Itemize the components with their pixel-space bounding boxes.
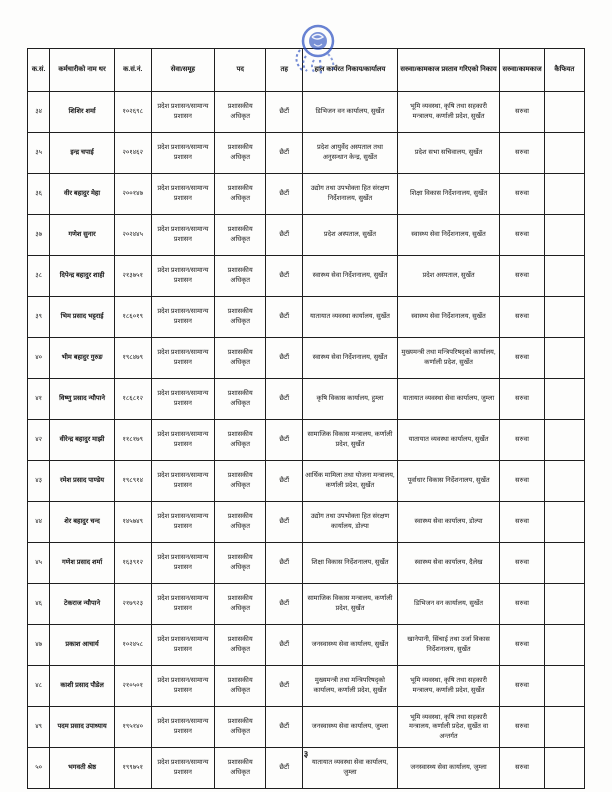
cell-current_office: यातायात व्यवस्था सेवा कार्यालय, जुम्ला [303, 748, 398, 789]
cell-sn: ४४ [28, 502, 50, 543]
cell-remarks [544, 666, 584, 707]
cell-sn: ४७ [28, 625, 50, 666]
table-row [28, 707, 585, 748]
cell-emp_no: ११८१७९ [114, 420, 151, 461]
cell-remarks [544, 338, 584, 379]
column-header-level: तह [266, 49, 303, 92]
cell-name: गणेश सुनार [50, 215, 115, 256]
cell-name: प्रकाश आचार्य [50, 625, 115, 666]
cell-service: प्रदेश प्रशासन/सामान्य प्रशासन [151, 92, 214, 133]
cell-sn: ३४ [28, 92, 50, 133]
cell-remarks [544, 256, 584, 297]
cell-name: वीर बहादुर मेहा [50, 174, 115, 215]
cell-current_office: कृषि विकास कार्यालय, हुम्ला [303, 379, 398, 420]
cell-emp_no: १६३९१२ [114, 543, 151, 584]
table-row [28, 379, 585, 420]
column-header-proposed_office: सरुवा/कामकाज प्रस्ताव गरिएको निकाय [397, 49, 500, 92]
cell-emp_no: २०१४६२ [114, 133, 151, 174]
cell-level: छैटौं [266, 256, 303, 297]
cell-post: प्रशासकीय अधिकृत [215, 420, 266, 461]
cell-service: प्रदेश प्रशासन/सामान्य प्रशासन [151, 666, 214, 707]
cell-proposed_office: शिक्षा विकास निर्देशनालय, सुर्खेत [397, 174, 500, 215]
cell-proposed_office: स्वास्थ्य सेवा कार्यालय, डोल्पा [397, 502, 500, 543]
cell-service: प्रदेश प्रशासन/सामान्य प्रशासन [151, 625, 214, 666]
cell-level: छैटौं [266, 666, 303, 707]
cell-service: प्रदेश प्रशासन/सामान्य प्रशासन [151, 338, 214, 379]
cell-name: विष्णु प्रसाद न्यौपाने [50, 379, 115, 420]
cell-emp_no: २१३७५१ [114, 256, 151, 297]
cell-sn: ४६ [28, 584, 50, 625]
cell-post: प्रशासकीय अधिकृत [215, 707, 266, 748]
cell-name: वीरेन्द्र बहादुर माझी [50, 420, 115, 461]
cell-post: प्रशासकीय अधिकृत [215, 379, 266, 420]
table-row [28, 461, 585, 502]
cell-remarks [544, 92, 584, 133]
cell-current_office: स्वास्थ्य सेवा निर्देशनालय, सुर्खेत [303, 338, 398, 379]
cell-level: छैटौं [266, 92, 303, 133]
cell-current_office: आर्थिक मामिला तथा योजना मन्त्रालय, कर्णाली प्रदेश, सुर्खेत [303, 461, 398, 502]
cell-post: प्रशासकीय अधिकृत [215, 584, 266, 625]
cell-current_office: जनस्वास्थ्य सेवा कार्यालय, सुर्खेत [303, 625, 398, 666]
cell-post: प्रशासकीय अधिकृत [215, 215, 266, 256]
cell-proposed_office: भूमि व्यवस्था, कृषि तथा सहकारी मन्त्रालय, कर्णाली प्रदेश, सुर्खेत [397, 666, 500, 707]
table-row [28, 502, 585, 543]
cell-name: काशी प्रसाद पौडेल [50, 666, 115, 707]
cell-emp_no: २१७९२३ [114, 584, 151, 625]
cell-action: सरुवा [500, 502, 545, 543]
cell-post: प्रशासकीय अधिकृत [215, 297, 266, 338]
cell-remarks [544, 379, 584, 420]
cell-current_office: सामाजिक विकास मन्त्रालय, कर्णाली प्रदेश, सुर्खेत [303, 584, 398, 625]
cell-remarks [544, 133, 584, 174]
cell-service: प्रदेश प्रशासन/सामान्य प्रशासन [151, 133, 214, 174]
cell-name: शेर बहादुर चन्द [50, 502, 115, 543]
cell-current_office: डिभिजन वन कार्यालय, सुर्खेत [303, 92, 398, 133]
column-header-name: कर्मचारीको नाम थर [50, 49, 115, 92]
cell-level: छैटौं [266, 543, 303, 584]
cell-sn: ३६ [28, 174, 50, 215]
cell-proposed_office: पूर्वाधार विकास निर्देशनालय, सुर्खेत [397, 461, 500, 502]
cell-post: प्रशासकीय अधिकृत [215, 256, 266, 297]
cell-action: सरुवा [500, 543, 545, 584]
cell-current_office: मुख्यमन्त्री तथा मन्त्रिपरिषद्को कार्यालय, कर्णाली प्रदेश, सुर्खेत [303, 666, 398, 707]
cell-level: छैटौं [266, 461, 303, 502]
table-row [28, 174, 585, 215]
cell-post: प्रशासकीय अधिकृत [215, 92, 266, 133]
column-header-remarks: कैफियत [544, 49, 584, 92]
cell-action: सरुवा [500, 297, 545, 338]
column-header-emp_no: क.सं.नं. [114, 49, 151, 92]
table-row [28, 543, 585, 584]
cell-name: इन्द्र चपाई [50, 133, 115, 174]
cell-remarks [544, 297, 584, 338]
cell-action: सरुवा [500, 748, 545, 789]
cell-emp_no: १८६०१९ [114, 297, 151, 338]
cell-proposed_office: डिभिजन वन कार्यालय, सुर्खेत [397, 584, 500, 625]
cell-current_office: यातायात व्यवस्था कार्यालय, सुर्खेत [303, 297, 398, 338]
cell-post: प्रशासकीय अधिकृत [215, 502, 266, 543]
cell-sn: ४८ [28, 666, 50, 707]
cell-service: प्रदेश प्रशासन/सामान्य प्रशासन [151, 748, 214, 789]
cell-level: छैटौं [266, 215, 303, 256]
cell-emp_no: १९५१४० [114, 707, 151, 748]
cell-sn: ४५ [28, 543, 50, 584]
column-header-service: सेवा/समूह [151, 49, 214, 92]
column-header-sn: क.सं. [28, 49, 50, 92]
table-row [28, 215, 585, 256]
cell-service: प्रदेश प्रशासन/सामान्य प्रशासन [151, 215, 214, 256]
cell-service: प्रदेश प्रशासन/सामान्य प्रशासन [151, 420, 214, 461]
cell-action: सरुवा [500, 625, 545, 666]
cell-action: सरुवा [500, 666, 545, 707]
cell-proposed_office: स्वास्थ्य सेवा कार्यालय, दैलेख [397, 543, 500, 584]
cell-level: छैटौं [266, 174, 303, 215]
cell-remarks [544, 748, 584, 789]
table-header-row [28, 49, 585, 92]
cell-current_office: प्रदेश अस्पताल, सुर्खेत [303, 215, 398, 256]
cell-service: प्रदेश प्रशासन/सामान्य प्रशासन [151, 256, 214, 297]
cell-emp_no: १९९७५१ [114, 748, 151, 789]
cell-level: छैटौं [266, 338, 303, 379]
cell-action: सरुवा [500, 256, 545, 297]
cell-proposed_office: खानेपानी, सिंचाई तथा उर्जा विकास निर्देशनालय, सुर्खेत [397, 625, 500, 666]
cell-current_office: जनस्वास्थ्य सेवा कार्यालय, जुम्ला [303, 707, 398, 748]
cell-service: प्रदेश प्रशासन/सामान्य प्रशासन [151, 461, 214, 502]
cell-proposed_office: भूमि व्यवस्था, कृषि तथा सहकारी मन्त्रालय, कर्णाली प्रदेश, सुर्खेत [397, 92, 500, 133]
column-header-current_office: हाल कार्यरत निकाय/कार्यालय [303, 49, 398, 92]
cell-current_office: सामाजिक विकास मन्त्रालय, कर्णाली प्रदेश, सुर्खेत [303, 420, 398, 461]
cell-emp_no: २१०५०१ [114, 666, 151, 707]
cell-post: प्रशासकीय अधिकृत [215, 748, 266, 789]
cell-emp_no: १४५७४९ [114, 502, 151, 543]
table-row [28, 666, 585, 707]
cell-name: भीम बहादुर गुरुङ [50, 338, 115, 379]
cell-proposed_office: यातायात व्यवस्था कार्यालय, सुर्खेत [397, 420, 500, 461]
cell-post: प्रशासकीय अधिकृत [215, 543, 266, 584]
cell-name: भिम प्रसाद भट्टराई [50, 297, 115, 338]
cell-sn: ४२ [28, 420, 50, 461]
cell-level: छैटौं [266, 133, 303, 174]
cell-sn: ३८ [28, 256, 50, 297]
cell-proposed_office: प्रदेश सभा सचिवालय, सुर्खेत [397, 133, 500, 174]
cell-proposed_office: स्वास्थ्य सेवा निर्देशनालय, सुर्खेत [397, 297, 500, 338]
transfer-roster-table [27, 48, 585, 789]
cell-level: छैटौं [266, 379, 303, 420]
cell-post: प्रशासकीय अधिकृत [215, 133, 266, 174]
cell-remarks [544, 420, 584, 461]
cell-service: प्रदेश प्रशासन/सामान्य प्रशासन [151, 379, 214, 420]
cell-service: प्रदेश प्रशासन/सामान्य प्रशासन [151, 543, 214, 584]
cell-sn: ४९ [28, 707, 50, 748]
cell-action: सरुवा [500, 174, 545, 215]
cell-emp_no: २०२४४५ [114, 215, 151, 256]
cell-level: छैटौं [266, 297, 303, 338]
cell-sn: ३९ [28, 297, 50, 338]
cell-action: सरुवा [500, 461, 545, 502]
cell-emp_no: १०२४५८ [114, 625, 151, 666]
cell-name: भगवती श्रेष्ठ [50, 748, 115, 789]
column-header-action: सरुवा/कामकाज [500, 49, 545, 92]
cell-sn: ४० [28, 338, 50, 379]
cell-sn: ४३ [28, 461, 50, 502]
cell-post: प्रशासकीय अधिकृत [215, 174, 266, 215]
cell-sn: ४१ [28, 379, 50, 420]
cell-action: सरुवा [500, 338, 545, 379]
page-number: ३ [303, 749, 309, 759]
cell-service: प्रदेश प्रशासन/सामान्य प्रशासन [151, 502, 214, 543]
table-row [28, 133, 585, 174]
cell-name: दिपेन्द्र बहादुर शाही [50, 256, 115, 297]
cell-emp_no: १०२६९८ [114, 92, 151, 133]
cell-action: सरुवा [500, 584, 545, 625]
cell-proposed_office: स्वास्थ्य सेवा निर्देशनालय, सुर्खेत [397, 215, 500, 256]
cell-service: प्रदेश प्रशासन/सामान्य प्रशासन [151, 707, 214, 748]
cell-sn: ३७ [28, 215, 50, 256]
cell-remarks [544, 625, 584, 666]
table-row [28, 92, 585, 133]
cell-action: सरुवा [500, 133, 545, 174]
cell-action: सरुवा [500, 379, 545, 420]
cell-service: प्रदेश प्रशासन/सामान्य प्रशासन [151, 174, 214, 215]
cell-post: प्रशासकीय अधिकृत [215, 625, 266, 666]
cell-proposed_office: यातायात व्यवस्था सेवा कार्यालय, जुम्ला [397, 379, 500, 420]
cell-name: टेकराज न्यौपाने [50, 584, 115, 625]
cell-action: सरुवा [500, 215, 545, 256]
cell-action: सरुवा [500, 92, 545, 133]
cell-remarks [544, 215, 584, 256]
cell-level: छैटौं [266, 748, 303, 789]
cell-current_office: उद्योग तथा उपभोक्ता हित संरक्षण निर्देशनालय, सुर्खेत [303, 174, 398, 215]
cell-emp_no: १८६८१२ [114, 379, 151, 420]
cell-current_office: उद्योग तथा उपभोक्ता हित संरक्षण कार्यालय, डोल्पा [303, 502, 398, 543]
cell-proposed_office: मुख्यमन्त्री तथा मन्त्रिपरिषद्को कार्यालय, कर्णाली प्रदेश, सुर्खेत [397, 338, 500, 379]
cell-current_office: स्वास्थ्य सेवा निर्देशनालय, सुर्खेत [303, 256, 398, 297]
cell-name: रमेश प्रसाद पाण्डेय [50, 461, 115, 502]
cell-emp_no: १९८४७९ [114, 338, 151, 379]
cell-remarks [544, 461, 584, 502]
cell-current_office: शिक्षा विकास निर्देशनालय, सुर्खेत [303, 543, 398, 584]
cell-level: छैटौं [266, 707, 303, 748]
cell-post: प्रशासकीय अधिकृत [215, 666, 266, 707]
table-row [28, 297, 585, 338]
cell-service: प्रदेश प्रशासन/सामान्य प्रशासन [151, 297, 214, 338]
cell-proposed_office: प्रदेश अस्पताल, सुर्खेत [397, 256, 500, 297]
table-row [28, 256, 585, 297]
cell-level: छैटौं [266, 420, 303, 461]
cell-name: शिशिर शर्मा [50, 92, 115, 133]
column-header-post: पद [215, 49, 266, 92]
table-row [28, 584, 585, 625]
cell-level: छैटौं [266, 502, 303, 543]
cell-action: सरुवा [500, 707, 545, 748]
cell-service: प्रदेश प्रशासन/सामान्य प्रशासन [151, 584, 214, 625]
cell-sn: ५० [28, 748, 50, 789]
cell-level: छैटौं [266, 625, 303, 666]
cell-post: प्रशासकीय अधिकृत [215, 338, 266, 379]
cell-remarks [544, 707, 584, 748]
table-row [28, 420, 585, 461]
cell-proposed_office: भूमि व्यवस्था, कृषि तथा सहकारी मन्त्रालय, कर्णाली प्रदेश, सुर्खेत वा अन्तर्गत [397, 707, 500, 748]
cell-remarks [544, 584, 584, 625]
cell-emp_no: २००१४७ [114, 174, 151, 215]
cell-proposed_office: जनस्वास्थ्य सेवा कार्यालय, जुम्ला [397, 748, 500, 789]
cell-level: छैटौं [266, 584, 303, 625]
cell-emp_no: १९८९१४ [114, 461, 151, 502]
cell-sn: ३५ [28, 133, 50, 174]
table-row [28, 625, 585, 666]
cell-remarks [544, 174, 584, 215]
cell-current_office: प्रदेश आयुर्वेद अस्पताल तथा अनुसन्धान केन्द्र, सुर्खेत [303, 133, 398, 174]
cell-remarks [544, 543, 584, 584]
cell-name: पदम प्रसाद उपाध्याय [50, 707, 115, 748]
cell-action: सरुवा [500, 420, 545, 461]
cell-remarks [544, 502, 584, 543]
cell-name: गणेश प्रसाद शर्मा [50, 543, 115, 584]
table-row [28, 338, 585, 379]
cell-post: प्रशासकीय अधिकृत [215, 461, 266, 502]
